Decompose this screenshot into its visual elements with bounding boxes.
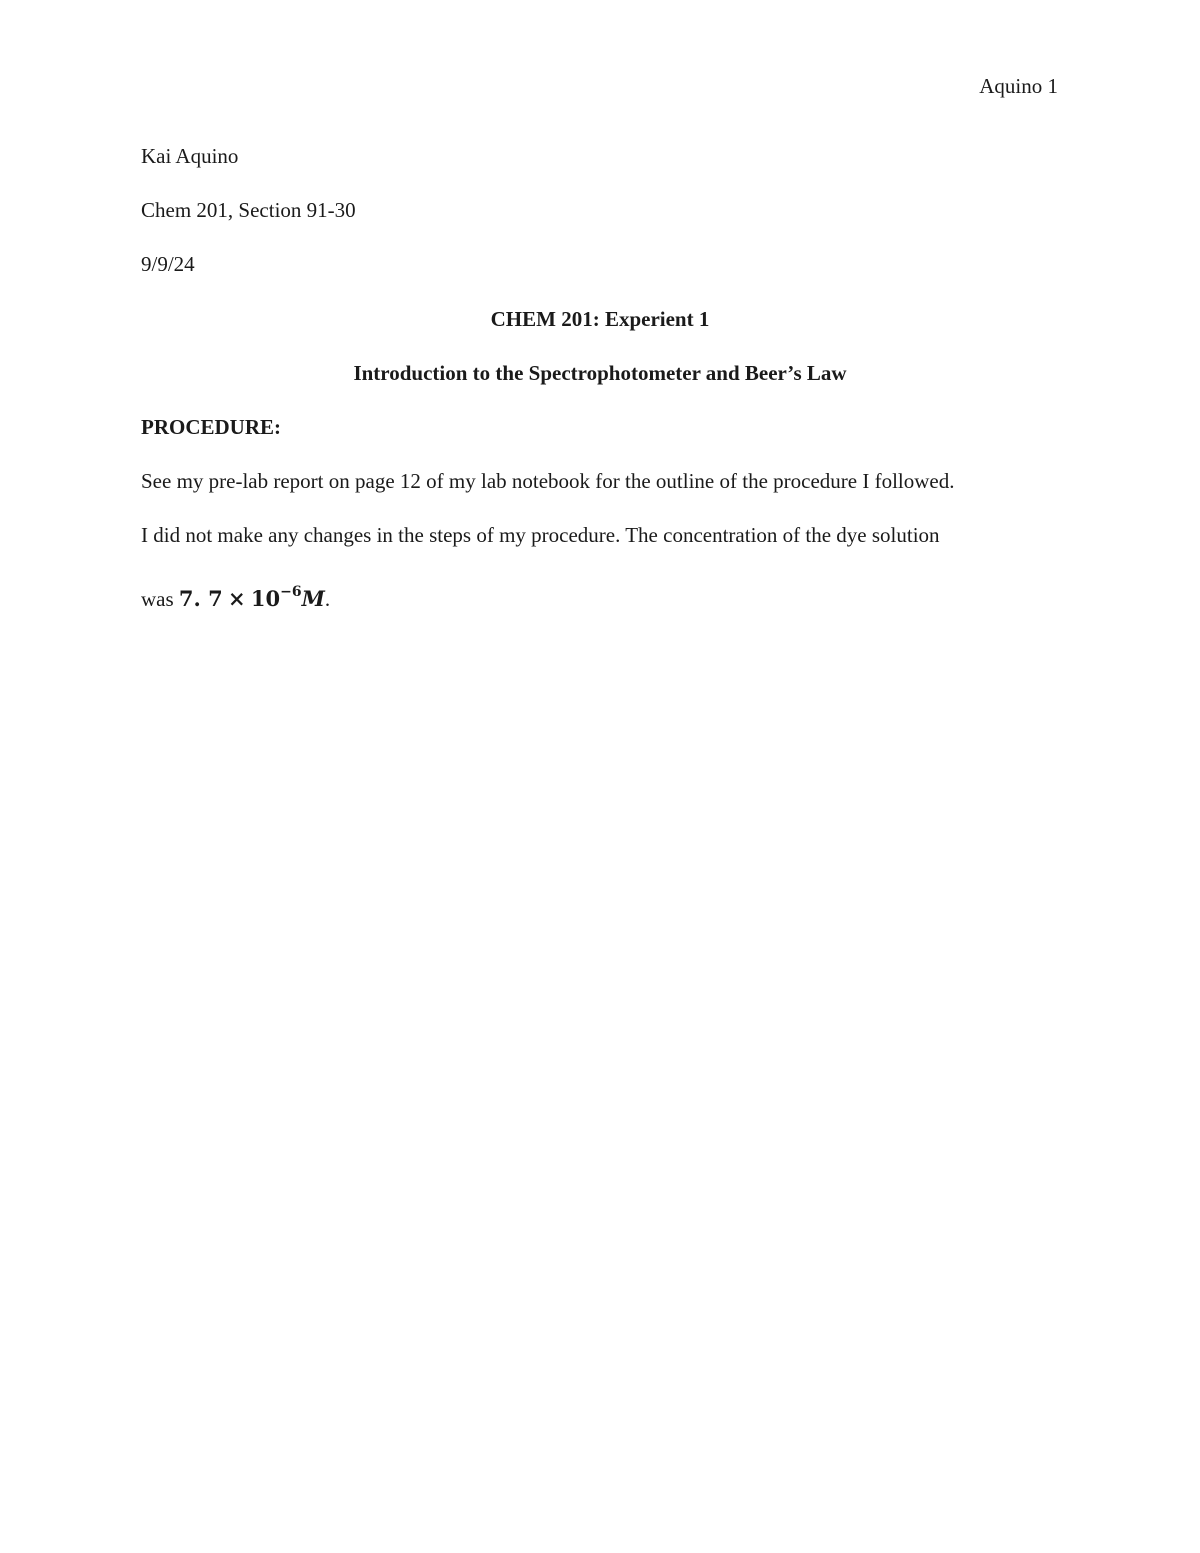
author-name: Kai Aquino bbox=[141, 144, 239, 168]
procedure-line-2: I did not make any changes in the steps of my procedure. The concentration of the dye solution bbox=[141, 523, 940, 547]
line-3-suffix: . bbox=[324, 587, 331, 611]
section-heading: PROCEDURE: bbox=[141, 415, 281, 439]
course-info: Chem 201, Section 91-30 bbox=[141, 198, 356, 222]
report-date: 9/9/24 bbox=[141, 252, 195, 276]
power-exponent: −6 bbox=[280, 584, 302, 600]
report-title: CHEM 201: Experient 1 bbox=[490, 307, 710, 331]
line-3-prefix: was bbox=[141, 587, 179, 611]
procedure-line-3 bbox=[141, 585, 330, 616]
procedure-line-1: See my pre-lab report on page 12 of my lab notebook for the outline of the procedure I followed. bbox=[141, 469, 955, 493]
times-symbol: × bbox=[228, 586, 246, 611]
running-head: Aquino 1 bbox=[979, 74, 1058, 98]
report-subtitle: Introduction to the Spectrophotometer and Beer’s Law bbox=[353, 361, 847, 385]
molar-unit: M bbox=[301, 586, 325, 611]
concentration-coefficient: 7. 7 bbox=[178, 586, 223, 611]
power-base: 10 bbox=[250, 586, 281, 611]
